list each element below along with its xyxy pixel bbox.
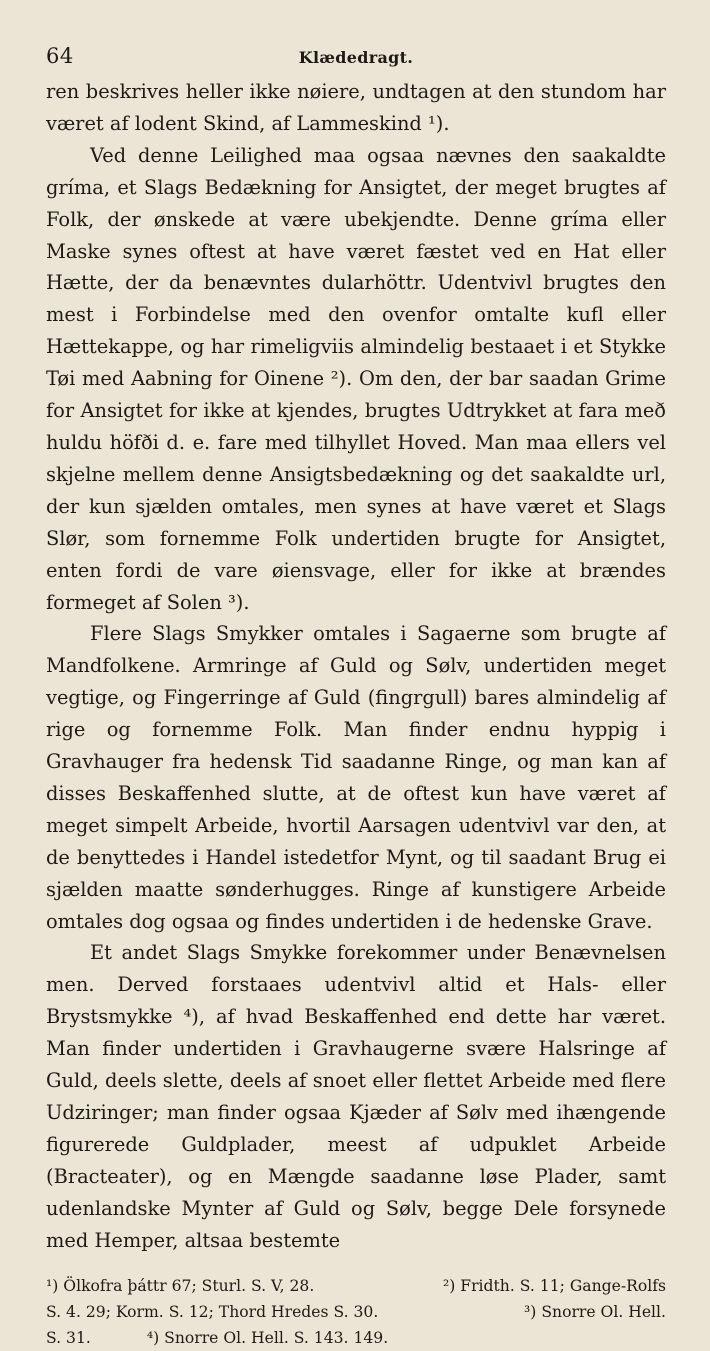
running-head: Klædedragt. [298,48,414,67]
footnote-row-2 [46,1299,666,1325]
footnote-3: ³) Snorre Ol. Hell. [524,1302,666,1321]
paragraph-men: Et andet Slags Smykke forekommer under Benævnelsen men. Derved forstaaes udentvivl altid et Hals- eller Brystsmykke ⁴), af hvad Beskaffenhed end dette har været. Man finder undertiden i Gravhaugerne svære Halsringe af Guld, deels slette, deels af snoet eller flettet Arbeide med flere Udziringer; man finder ogsaa Kjæder af Sølv med ihængende figurerede Guldplader, meest af udpuklet Arbeide (Bracteater), og en Mængde saadanne løse Plader, samt udenlandske Mynter af Guld og Sølv, begge Dele forsynede med Hemper, altsaa bestemte [46,941,666,1252]
page-header [46,44,666,76]
paragraph-continued: ren beskrives heller ikke nøiere, undtagen at den stundom har været af lodent Skind, af Lammeskind ¹). [46,80,666,135]
body-text [46,76,666,1257]
paragraph-smykker: Flere Slags Smykker omtales i Sagaerne som brugte af Mandfolkene. Armringe af Guld og Sølv, undertiden meget vegtige, og Fingerringe af Guld (fingrgull) bares almindelig af rige og fornemme Folk. Man finder endnu hyppig i Gravhauger fra hedensk Tid saadanne Ringe, og man kan af disses Beskaffenhed slutte, at de oftest kun have været af meget simpelt Arbeide, hvortil Aarsagen udentvivl var den, at de benyttedes i Handel istedetfor Mynt, og til saadant Brug ei sjælden maatte sønderhugges. Ringe af kunstigere Arbeide omtales dog ogsaa og findes undertiden i de hedenske Grave. [46,622,666,933]
footnotes [46,1273,666,1351]
footnote-1: ¹) Ölkofra þáttr 67; Sturl. S. V, 28. [46,1276,315,1295]
footnote-row-3 [46,1325,666,1351]
page-number: 64 [46,44,74,68]
paragraph-grima: Ved denne Leilighed maa ogsaa nævnes den saakaldte gríma, et Slags Bedækning for Ansigtet, der meget brugtes af Folk, der ønskede at være ubekjendte. Denne gríma eller Maske synes oftest at have været fæstet ved en Hat eller Hætte, der da benævntes dularhöttr. Udentvivl brugtes den mest i Forbindelse med den ovenfor omtalte kufl eller Hættekappe, og har rimeligviis almindelig bestaaet i et Stykke Tøi med Aabning for Oinene ²). Om den, der bar saadan Grime for Ansigtet for ikke at kjendes, brugtes Udtrykket at fara með huldu höfði d. e. fare med tilhyllet Hoved. Man maa ellers vel skjelne mellem denne Ansigtsbedækning og det saakaldte url, der kun sjælden omtales, men synes at have været et Slags Slør, som fornemme Folk undertiden brugte for Ansigtet, enten fordi de vare øiensvage, eller for ikke at brændes formeget af Solen ³). [46,143,666,614]
footnote-4: ⁴) Snorre Ol. Hell. S. 143. 149. [146,1328,389,1347]
footnote-row-1 [46,1273,666,1299]
footnote-2a: ²) Fridth. S. 11; Gange-Rolfs [442,1276,666,1295]
footnote-2b: S. 4. 29; Korm. S. 12; Thord Hredes S. 30. [46,1302,379,1321]
footnote-3b: S. 31. [46,1328,91,1347]
